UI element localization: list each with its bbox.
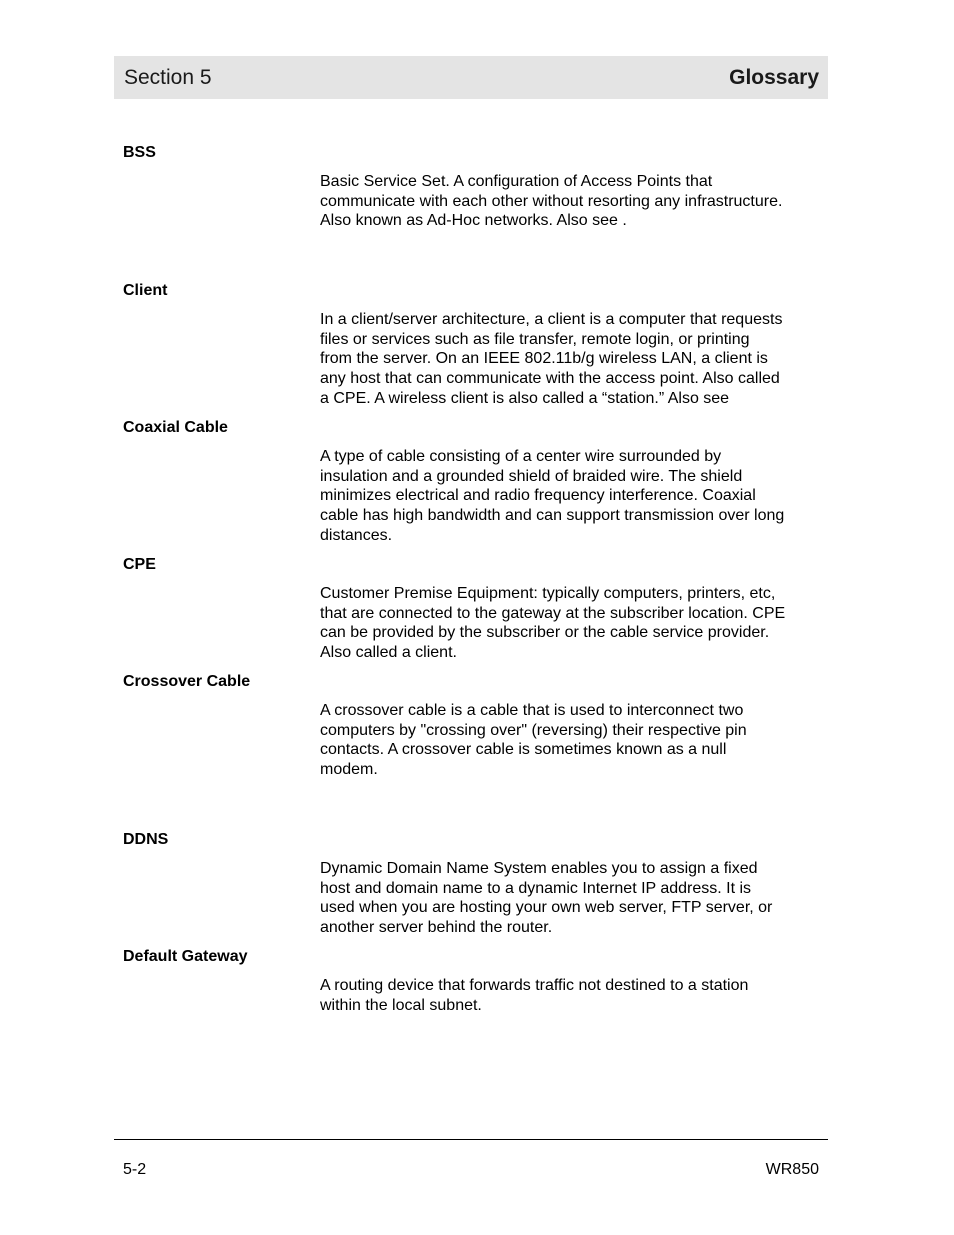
glossary-definition-crossover-cable: A crossover cable is a cable that is used to interconnect two computers by "crossing over" (reversing) their respective pin contacts. A crossover cable is sometimes known as a null modem. xyxy=(320,702,747,779)
section-title: Glossary xyxy=(729,66,819,89)
glossary-definition-cpe: Customer Premise Equipment: typically computers, printers, etc, that are connected to the gateway at the subscriber location. CPE can be provided by the subscriber or the cable service provider. Also called a client. xyxy=(320,585,786,662)
glossary-term-crossover-cable: Crossover Cable xyxy=(123,673,251,690)
product-model: WR850 xyxy=(765,1161,819,1178)
glossary-definition-client: In a client/server architecture, a client is a computer that requests files or services such as file transfer, remote login, or printing from the server. On an IEEE 802.11b/g wireless LAN, a client is any host that can communicate with the access point. Also called a CPE. A wireless client is also called a “station.” Also see xyxy=(320,311,783,407)
section-number: Section 5 xyxy=(124,66,212,89)
footer-divider xyxy=(114,1139,828,1140)
glossary-term-bss: BSS xyxy=(123,144,156,161)
glossary-term-coaxial-cable: Coaxial Cable xyxy=(123,419,228,436)
glossary-term-ddns: DDNS xyxy=(123,831,169,848)
glossary-definition-coaxial-cable: A type of cable consisting of a center wire surrounded by insulation and a grounded shield of braided wire. The shield minimizes electrical and radio frequency interference. Coaxial cable has high bandwidth and can support transmission over long distances. xyxy=(320,448,785,544)
glossary-term-cpe: CPE xyxy=(123,556,156,573)
section-header xyxy=(114,56,828,99)
glossary-definition-ddns: Dynamic Domain Name System enables you to assign a fixed host and domain name to a dynamic Internet IP address. It is used when you are hosting your own web server, FTP server, or another server behind the router. xyxy=(320,860,773,937)
glossary-term-client: Client xyxy=(123,282,168,299)
glossary-definition-bss: Basic Service Set. A configuration of Access Points that communicate with each other without resorting any infrastructure. Also known as Ad-Hoc networks. Also see . xyxy=(320,173,783,230)
glossary-term-default-gateway: Default Gateway xyxy=(123,948,248,965)
glossary-definition-default-gateway: A routing device that forwards traffic not destined to a station within the local subnet. xyxy=(320,977,749,1014)
page-number: 5-2 xyxy=(123,1161,147,1178)
